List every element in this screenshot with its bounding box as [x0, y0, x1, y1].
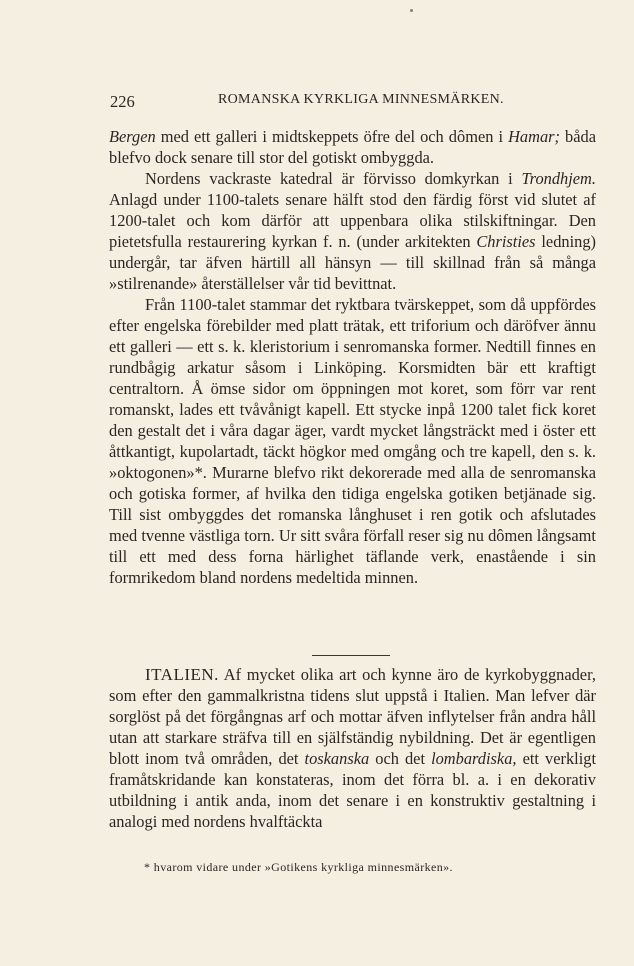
text-run: Från 1100-talet stammar det ryktbara tvärskeppet, som då uppfördes efter engelska förebilder med platt trätak, ett triforium och däröfver ännu ett galleri — ett s. k. kleristorium i senromanska former. Nedtill finnes en rundbågig arkatur såsom i Linköping. Korsmidten bär ett kraftigt centraltorn. Å ömse sidor om öppningen mot koret, som förr var rent romanskt, lades ett tvåvånigt kapell. Ett stycke inpå 1200 talet fick koret den gestalt det i våra dagar äger, vardt mycket långsträckt med i öster ett åttkantigt, kupolartadt, täckt högkor med omgång och tre kapell, den s. k. »oktogonen»*. Murarne blefvo rikt dekorerade med alla de senromanska och gotiska former, af hvilka den tidiga engelska gotiken betjänade sig. Till sist ombyggdes det romanska långhuset i ren gotik och afslutades med tvenne västliga torn. Ur sitt svåra förfall reser sig nu dômen långsamt till ett med dess forna härlighet täflande verk, enastående i sin formrikedom bland nordens medeltida minnen. [109, 295, 596, 587]
main-text [109, 126, 596, 588]
italic-text: Trondhjem. [521, 169, 596, 188]
italic-text: Hamar; [508, 127, 560, 146]
text-run: Anlagd under 1100-talets senare hälft stod den färdig först vid slutet af 1200-talet och kom därför att uppenbara olika stilskiftningar. Den pietetsfulla restaurering kyrkan f. n. (under arkitekten [109, 190, 596, 251]
section-italien [109, 664, 596, 832]
section-divider [312, 655, 390, 656]
italic-text: Christies [476, 232, 536, 251]
section-paragraph [109, 664, 596, 832]
italic-text: lombardiska, [431, 749, 517, 768]
page-number: 226 [110, 92, 135, 111]
running-title: ROMANSKA KYRKLIGA MINNESMÄRKEN. [218, 92, 504, 107]
text-run: ett verkligt framåtskridande kan konstateras, inom det förra bl. a. i en dekorativ utbildning i antik anda, inom det senare i en konstruktiv gestaltning i analogi med nordens hvalftäckta [109, 749, 596, 831]
italic-text: Bergen [109, 127, 156, 146]
paper-speck [410, 9, 413, 12]
text-run: och det [369, 749, 432, 768]
text-run: Af mycket olika art och kynne äro de kyrkobyggnader, som efter den gammalkristna tidens slut uppstå i Italien. Man lefver där sorglöst på det förgångnas arf och mottar äfven inflytelser från andra håll utan att starkare sträfva till en själfständig nybildning. Det är egentligen blott inom två områden, det [109, 665, 596, 768]
text-run: med ett galleri i midtskeppets öfre del och dômen i [155, 127, 509, 146]
paragraph [109, 294, 596, 588]
paragraph [109, 126, 596, 168]
paragraph [109, 168, 596, 294]
section-heading: ITALIEN. [145, 665, 219, 684]
text-run: ledning) undergår, tar äfven härtill all hänsyn — till skillnad från så många »stilrenande» återställelser vår tid bevittnat. [109, 232, 596, 293]
text-run: båda blefvo dock senare till stor del gotiskt ombyggda. [109, 127, 596, 167]
page-header [110, 92, 596, 116]
text-run: Nordens vackraste katedral är förvisso domkyrkan i [145, 169, 522, 188]
footnote: * hvarom vidare under »Gotikens kyrkliga minnesmärken». [144, 860, 453, 874]
italic-text: toskanska [304, 749, 370, 768]
